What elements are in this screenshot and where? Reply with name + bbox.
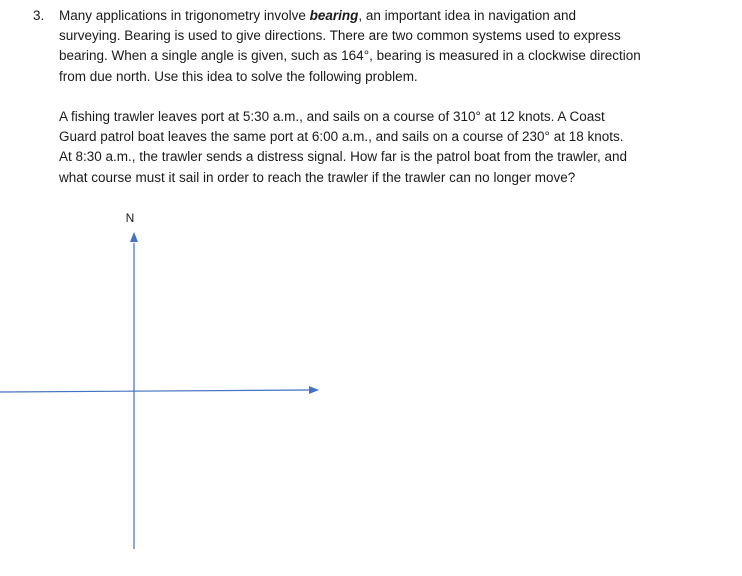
problem-line-1: A fishing trawler leaves port at 5:30 a.m., and sails on a course of 310° at 12 knots. A Coast (59, 109, 605, 124)
bearing-keyword: bearing (309, 8, 359, 23)
intro-line-4: from due north. Use this idea to solve the following problem. (59, 68, 418, 84)
horizontal-axis-line (0, 390, 309, 392)
problem-line-2: Guard patrol boat leaves the same port at 6:00 a.m., and sails on a course of 230° at 18 knots. (59, 129, 624, 145)
intro-line-1-end: , an important idea in navigation and (358, 8, 577, 23)
intro-line-3: bearing. When a single angle is given, such as 164°, bearing is measured in a clockwise direction (59, 48, 641, 64)
problem-number: 3. (33, 8, 45, 23)
intro-line-1-start: Many applications in trigonometry involve (59, 8, 310, 23)
problem-line-4: what course must it sail in order to reach the trawler if the trawler can no longer move? (59, 169, 576, 185)
north-label: N (125, 211, 135, 225)
intro-line-2: surveying. Bearing is used to give directions. There are two common systems used to express (59, 28, 621, 44)
east-arrowhead-icon (309, 386, 319, 394)
north-arrowhead-icon (130, 232, 138, 242)
problem-line-3: At 8:30 a.m., the trawler sends a distress signal. How far is the patrol boat from the trawler, and (59, 149, 628, 165)
